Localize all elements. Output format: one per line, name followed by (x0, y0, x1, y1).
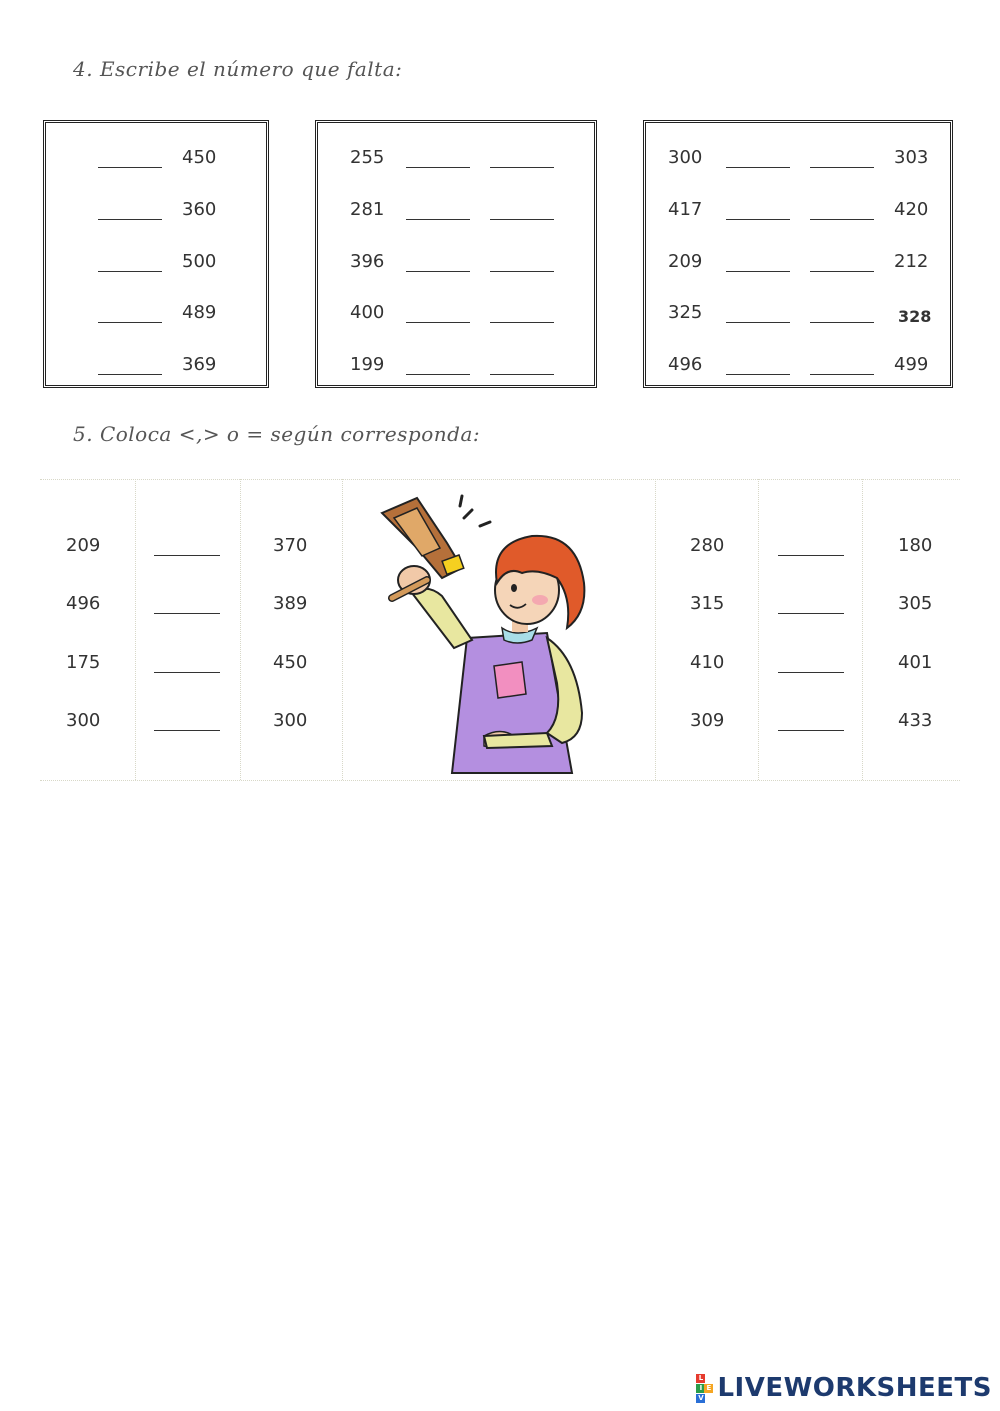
compare-blank[interactable] (154, 613, 220, 614)
given-number: 199 (350, 354, 385, 375)
given-number: 325 (668, 302, 703, 323)
table-divider (135, 479, 136, 780)
answer-blank[interactable] (98, 219, 162, 220)
exercise-5-title: 5. Coloca <,> o = según corresponda: (73, 422, 481, 446)
given-number: 499 (894, 354, 929, 375)
answer-blank[interactable] (406, 322, 470, 323)
compare-number: 175 (66, 652, 101, 673)
given-number: 360 (182, 199, 217, 220)
answer-blank[interactable] (490, 322, 554, 323)
compare-blank[interactable] (778, 730, 844, 731)
table-divider (240, 479, 241, 780)
answer-blank[interactable] (726, 219, 790, 220)
liveworksheets-logo (696, 1373, 992, 1403)
box1-row (46, 354, 266, 384)
box2-row (318, 302, 594, 332)
compare-number: 305 (898, 593, 933, 614)
table-border-bottom (40, 780, 960, 781)
box3-row (646, 354, 950, 384)
compare-number: 401 (898, 652, 933, 673)
answer-blank[interactable] (406, 374, 470, 375)
compare-number: 496 (66, 593, 101, 614)
given-number: 489 (182, 302, 217, 323)
given-number: 420 (894, 199, 929, 220)
box2-row (318, 354, 594, 384)
box2-row (318, 199, 594, 229)
given-number: 369 (182, 354, 217, 375)
box3-row (646, 199, 950, 229)
girl-with-clapper-icon (372, 488, 612, 778)
answer-blank[interactable] (726, 271, 790, 272)
box3-row (646, 147, 950, 177)
missing-number-box-3 (643, 120, 953, 388)
given-number: 303 (894, 147, 929, 168)
box1-row (46, 251, 266, 281)
exercise-4-title: 4. Escribe el número que falta: (73, 57, 403, 81)
compare-number: 309 (690, 710, 725, 731)
compare-number: 315 (690, 593, 725, 614)
answer-blank[interactable] (490, 167, 554, 168)
given-number: 417 (668, 199, 703, 220)
answer-blank[interactable] (726, 167, 790, 168)
given-number: 496 (668, 354, 703, 375)
answer-blank[interactable] (406, 271, 470, 272)
compare-blank[interactable] (154, 672, 220, 673)
compare-blank[interactable] (154, 555, 220, 556)
answer-blank[interactable] (490, 271, 554, 272)
given-number: 212 (894, 251, 929, 272)
compare-number: 180 (898, 535, 933, 556)
logo-text: LIVEWORKSHEETS (717, 1373, 992, 1403)
box1-row (46, 302, 266, 332)
answer-blank[interactable] (406, 167, 470, 168)
given-number: 396 (350, 251, 385, 272)
answer-blank[interactable] (810, 271, 874, 272)
answer-blank[interactable] (490, 219, 554, 220)
answer-blank[interactable] (406, 219, 470, 220)
given-number: 328 (898, 307, 932, 326)
compare-blank[interactable] (778, 555, 844, 556)
answer-blank[interactable] (810, 374, 874, 375)
live-mark-icon: L I V (698, 1373, 704, 1402)
compare-number: 410 (690, 652, 725, 673)
box3-row (646, 302, 950, 332)
compare-number: 389 (273, 593, 308, 614)
compare-blank[interactable] (154, 730, 220, 731)
table-divider (342, 479, 343, 780)
compare-number: 370 (273, 535, 308, 556)
compare-number: 300 (273, 710, 308, 731)
box2-row (318, 251, 594, 281)
box3-row (646, 251, 950, 281)
given-number: 300 (668, 147, 703, 168)
box1-row (46, 147, 266, 177)
answer-blank[interactable] (726, 322, 790, 323)
answer-blank[interactable] (490, 374, 554, 375)
answer-blank[interactable] (98, 167, 162, 168)
table-divider (655, 479, 656, 780)
compare-number: 300 (66, 710, 101, 731)
answer-blank[interactable] (98, 374, 162, 375)
given-number: 450 (182, 147, 217, 168)
given-number: 255 (350, 147, 385, 168)
live-mark-icon: E (704, 1374, 713, 1403)
answer-blank[interactable] (726, 374, 790, 375)
compare-blank[interactable] (778, 613, 844, 614)
compare-number: 280 (690, 535, 725, 556)
table-divider (862, 479, 863, 780)
missing-number-box-1 (43, 120, 269, 388)
answer-blank[interactable] (810, 167, 874, 168)
compare-number: 450 (273, 652, 308, 673)
answer-blank[interactable] (98, 271, 162, 272)
given-number: 500 (182, 251, 217, 272)
answer-blank[interactable] (98, 322, 162, 323)
missing-number-box-2 (315, 120, 597, 388)
table-divider (758, 479, 759, 780)
box1-row (46, 199, 266, 229)
box2-row (318, 147, 594, 177)
given-number: 281 (350, 199, 385, 220)
answer-blank[interactable] (810, 219, 874, 220)
answer-blank[interactable] (810, 322, 874, 323)
given-number: 209 (668, 251, 703, 272)
compare-number: 433 (898, 710, 933, 731)
given-number: 400 (350, 302, 385, 323)
compare-number: 209 (66, 535, 101, 556)
table-border-top (40, 479, 960, 480)
compare-blank[interactable] (778, 672, 844, 673)
